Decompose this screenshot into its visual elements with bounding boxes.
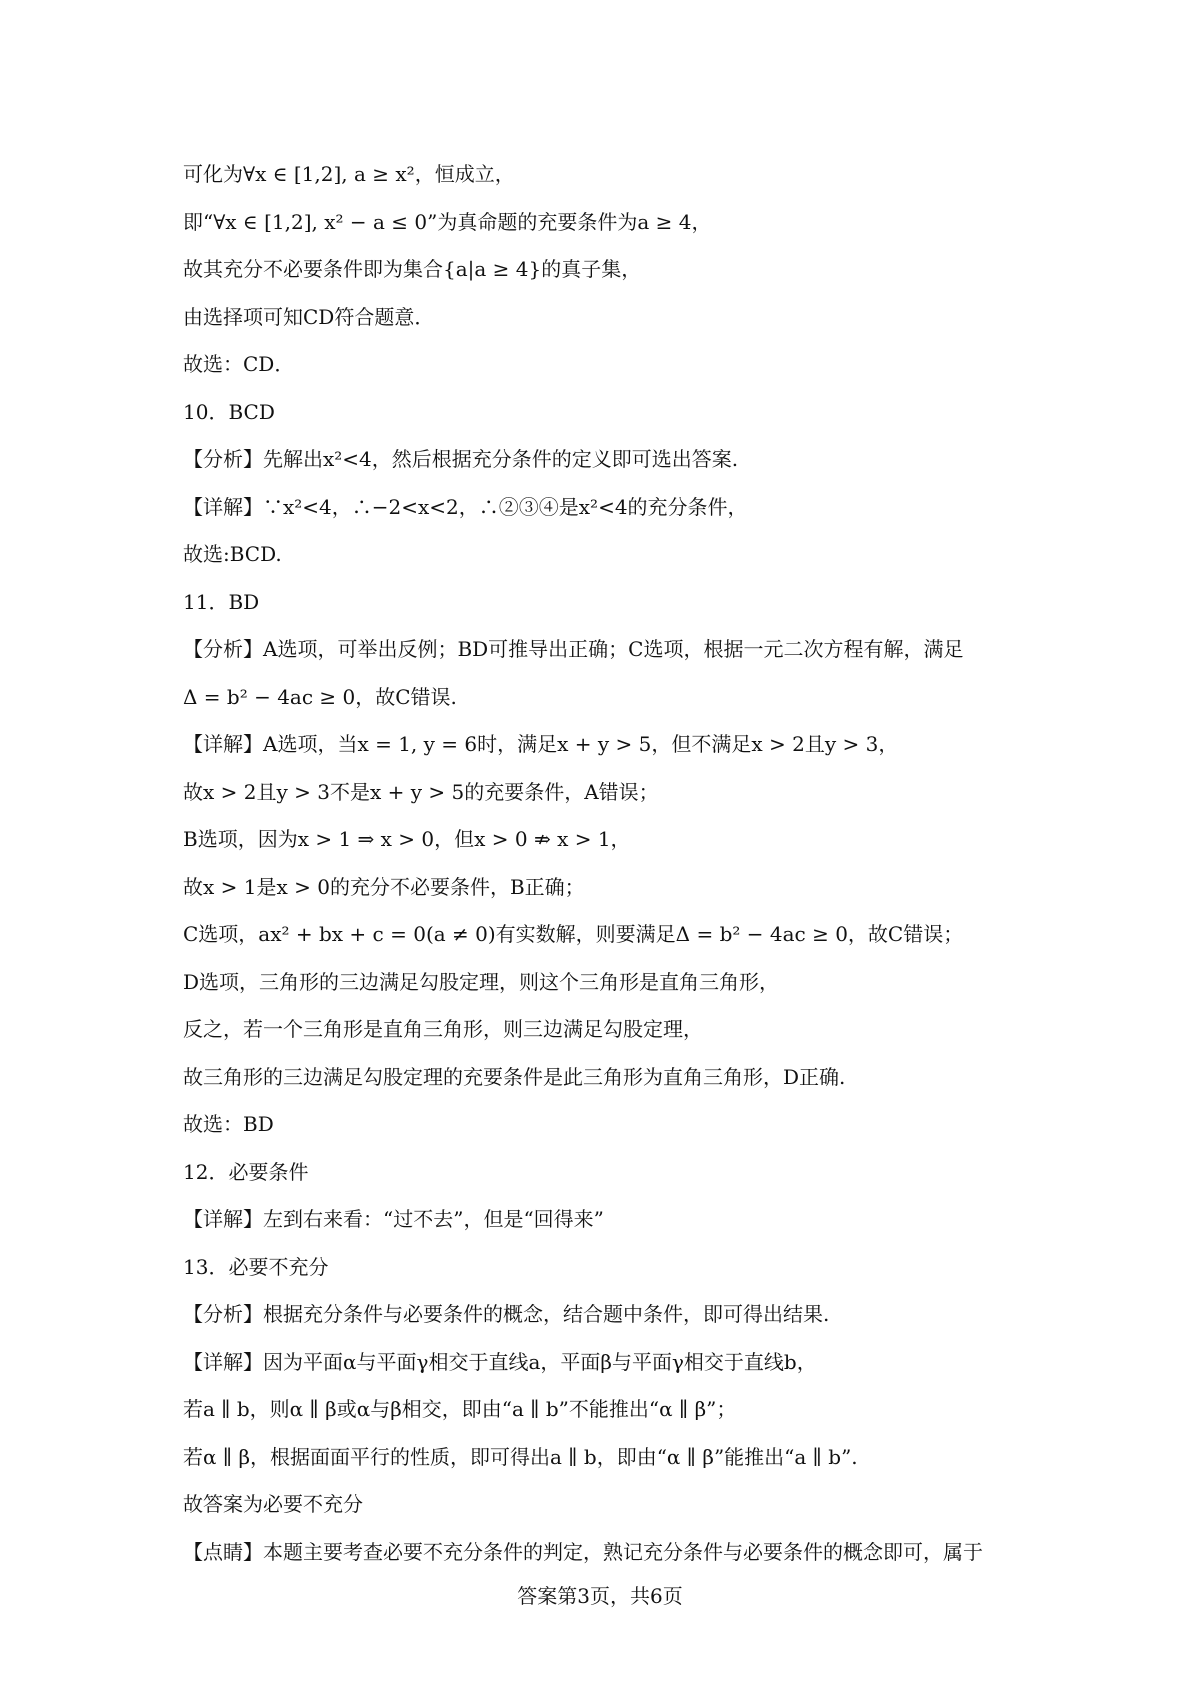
text-line: 故其充分不必要条件即为集合{a|a ≥ 4}的真子集， <box>183 257 642 281</box>
text-line: 由选择项可知CD符合题意． <box>183 304 435 329</box>
text-line: 故三角形的三边满足勾股定理的充要条件是此三角形为直角三角形，D正确. <box>183 1064 846 1089</box>
text-line: 故答案为必要不充分 <box>183 1492 363 1516</box>
text-line: 【详解】A选项，当x = 1, y = 6时，满足x + y > 5，但不满足x > 2且y > 3， <box>183 732 899 756</box>
text-line: 若α ∥ β，根据面面平行的性质，即可得出a ∥ b，即由“α ∥ β”能推出“a ∥ b”. <box>183 1444 858 1469</box>
text-line: 故选：CD． <box>183 352 295 376</box>
page-footer: 答案第3页，共6页 <box>517 1584 683 1608</box>
text-line: 【详解】因为平面α与平面γ相交于直线a，平面β与平面γ相交于直线b， <box>183 1349 817 1374</box>
text-line: 故选：BD <box>183 1112 274 1136</box>
answer-text-body <box>183 151 1053 1576</box>
question-number-13: 13．必要不充分 <box>183 1254 329 1279</box>
text-line: 【分析】先解出x²<4，然后根据充分条件的定义即可选出答案. <box>183 447 739 471</box>
text-line: 故选:BCD. <box>183 542 282 566</box>
text-line: B选项，因为x > 1 ⇒ x > 0，但x > 0 ⇏ x > 1， <box>183 827 631 851</box>
text-line: 【分析】根据充分条件与必要条件的概念，结合题中条件，即可得出结果. <box>183 1302 830 1326</box>
text-line: Δ = b² − 4ac ≥ 0，故C错误. <box>183 684 457 709</box>
question-number-11: 11．BD <box>183 589 260 614</box>
text-line: 【详解】左到右来看：“过不去”，但是“回得来” <box>183 1207 604 1231</box>
text-line: 【分析】A选项，可举出反例；BD可推导出正确；C选项，根据一元二次方程有解，满足 <box>183 637 964 661</box>
text-line: 反之，若一个三角形是直角三角形，则三边满足勾股定理， <box>183 1017 703 1041</box>
text-line: 故x > 2且y > 3不是x + y > 5的充要条件，A错误； <box>183 779 659 804</box>
text-line: 故x > 1是x > 0的充分不必要条件，B正确； <box>183 874 585 899</box>
question-number-10: 10．BCD <box>183 399 275 424</box>
text-line: 若a ∥ b，则α ∥ β或α与β相交，即由“a ∥ b”不能推出“α ∥ β”； <box>183 1397 737 1421</box>
text-line: 【详解】∵x²<4，∴−2<x<2，∴②③④是x²<4的充分条件， <box>183 494 748 519</box>
text-line: 即“∀x ∈ [1,2], x² − a ≤ 0”为真命题的充要条件为a ≥ 4， <box>183 209 712 234</box>
question-number-12: 12．必要条件 <box>183 1159 309 1184</box>
text-line: 可化为∀x ∈ [1,2], a ≥ x²，恒成立， <box>183 162 515 186</box>
text-line: 【点睛】本题主要考查必要不充分条件的判定，熟记充分条件与必要条件的概念即可，属于 <box>183 1539 983 1564</box>
text-line: C选项，ax² + bx + c = 0(a ≠ 0)有实数解，则要满足Δ = b² − 4ac ≥ 0，故C错误； <box>183 922 964 946</box>
text-line: D选项，三角形的三边满足勾股定理，则这个三角形是直角三角形， <box>183 969 780 994</box>
